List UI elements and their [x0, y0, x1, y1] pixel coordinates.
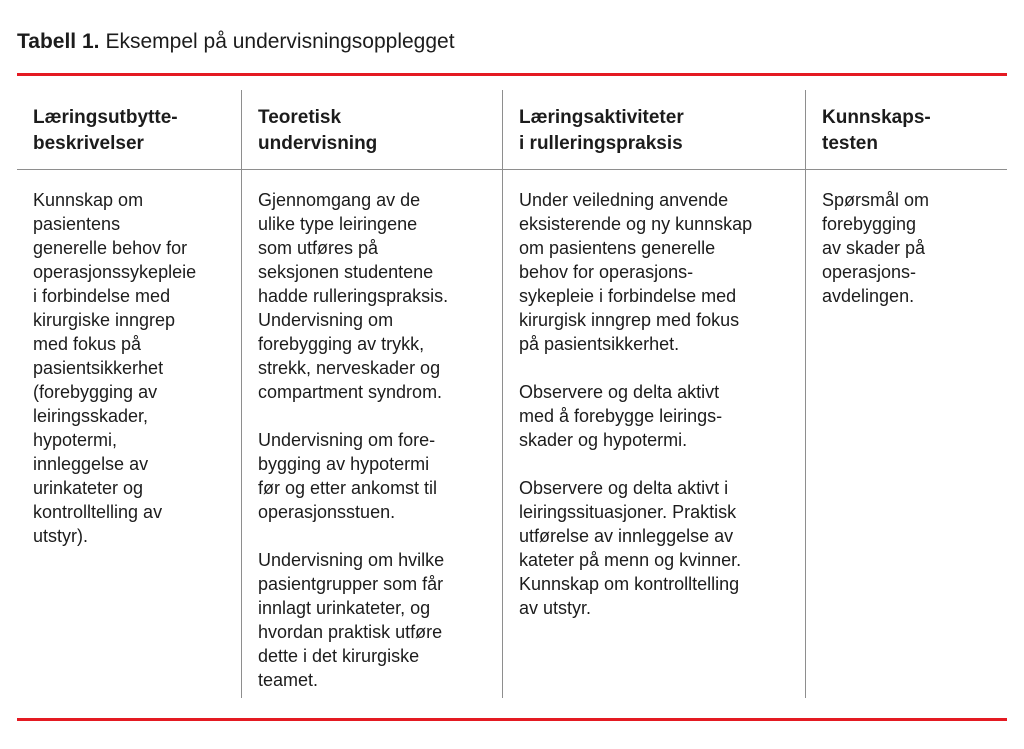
cell-text-line: urinkateter og — [33, 478, 144, 498]
table — [17, 90, 1007, 698]
table-cell-paragraph — [258, 188, 490, 404]
cell-text-line: med å forebygge leirings- — [519, 406, 723, 426]
cell-text-line: bygging av hypotermi — [258, 454, 430, 474]
cell-text-line: leiringsskader, — [33, 406, 149, 426]
column-header-line: undervisning — [258, 133, 378, 154]
cell-text-line: pasientens — [33, 214, 121, 234]
cell-text-line: eksisterende og ny kunnskap — [519, 214, 753, 234]
table-column-teoretisk-undervisning — [241, 90, 502, 698]
column-header-line: beskrivelser — [33, 133, 144, 154]
cell-text-line: i forbindelse med — [33, 286, 171, 306]
table-cell-paragraph — [822, 188, 995, 308]
cell-text-line: operasjonssykepleie — [33, 262, 197, 282]
table-caption-text: Eksempel på undervisningsopplegget — [105, 30, 455, 53]
cell-text-line: kirurgiske inngrep — [33, 310, 176, 330]
table-cell-paragraph — [258, 548, 490, 692]
cell-text-line: av utstyr. — [519, 598, 592, 618]
cell-text-line: ulike type leiringene — [258, 214, 418, 234]
column-header-line: Læringsutbytte- — [33, 107, 178, 128]
column-body — [242, 170, 502, 698]
table-cell-paragraph — [519, 188, 793, 356]
cell-text-line: Kunnskap om — [33, 190, 144, 210]
cell-text-line: hypotermi, — [33, 430, 118, 450]
table-cell-paragraph — [519, 380, 793, 452]
cell-text-line: dette i det kirurgiske — [258, 646, 420, 666]
column-body — [806, 170, 1007, 314]
cell-text-line: kateter på menn og kvinner. — [519, 550, 742, 570]
cell-text-line: innleggelse av — [33, 454, 149, 474]
cell-text-line: avdelingen. — [822, 286, 915, 306]
cell-text-line: pasientgrupper som får — [258, 574, 444, 594]
cell-text-line: med fokus på — [33, 334, 142, 354]
cell-text-line: utførelse av innleggelse av — [519, 526, 734, 546]
cell-text-line: skader og hypotermi. — [519, 430, 688, 450]
cell-text-line: Under veiledning anvende — [519, 190, 729, 210]
column-body — [17, 170, 241, 554]
cell-text-line: forebygging — [822, 214, 917, 234]
cell-text-line: seksjonen studentene — [258, 262, 434, 282]
cell-text-line: operasjonsstuen. — [258, 502, 396, 522]
cell-text-line: av skader på — [822, 238, 926, 258]
cell-text-line: Observere og delta aktivt — [519, 382, 720, 402]
cell-text-line: hadde rulleringspraksis. — [258, 286, 449, 306]
column-header-line: testen — [822, 133, 878, 154]
cell-text-line: teamet. — [258, 670, 319, 690]
cell-text-line: strekk, nerveskader og — [258, 358, 441, 378]
column-header — [242, 90, 502, 170]
column-header — [503, 90, 805, 170]
cell-text-line: pasientsikkerhet — [33, 358, 164, 378]
table-caption-label: Tabell 1. — [17, 30, 100, 53]
cell-text-line: forebygging av trykk, — [258, 334, 425, 354]
cell-text-line: hvordan praktisk utføre — [258, 622, 443, 642]
column-header-line: i rulleringspraksis — [519, 133, 683, 154]
cell-text-line: sykepleie i forbindelse med — [519, 286, 737, 306]
cell-text-line: compartment syndrom. — [258, 382, 443, 402]
cell-text-line: leiringssituasjoner. Praktisk — [519, 502, 737, 522]
column-header-line: Læringsaktiviteter — [519, 107, 684, 128]
cell-text-line: operasjons- — [822, 262, 917, 282]
cell-text-line: Spørsmål om — [822, 190, 930, 210]
table-column-kunnskapstesten — [805, 90, 1007, 698]
table-cell-paragraph — [33, 188, 229, 548]
cell-text-line: Undervisning om — [258, 310, 394, 330]
cell-text-line: innlagt urinkateter, og — [258, 598, 431, 618]
column-header-line: Kunnskaps- — [822, 107, 931, 128]
column-header — [17, 90, 241, 170]
table-cell-paragraph — [519, 476, 793, 620]
cell-text-line: Observere og delta aktivt i — [519, 478, 729, 498]
cell-text-line: (forebygging av — [33, 382, 158, 402]
column-header — [806, 90, 1007, 170]
cell-text-line: Undervisning om fore- — [258, 430, 436, 450]
column-body — [503, 170, 805, 626]
cell-text-line: Kunnskap om kontrolltelling — [519, 574, 740, 594]
table-column-laeringsaktiviteter-i-rulleringspraksis — [502, 90, 805, 698]
cell-text-line: kirurgisk inngrep med fokus — [519, 310, 740, 330]
cell-text-line: generelle behov for — [33, 238, 188, 258]
table-column-laeringsutbyttebeskrivelser — [17, 90, 241, 698]
cell-text-line: som utføres på — [258, 238, 379, 258]
cell-text-line: Undervisning om hvilke — [258, 550, 445, 570]
cell-text-line: om pasientens generelle — [519, 238, 716, 258]
table-cell-paragraph — [258, 428, 490, 524]
cell-text-line: kontrolltelling av — [33, 502, 163, 522]
column-header-line: Teoretisk — [258, 107, 342, 128]
cell-text-line: utstyr). — [33, 526, 89, 546]
top-red-rule — [17, 73, 1007, 76]
cell-text-line: behov for operasjons- — [519, 262, 694, 282]
bottom-red-rule — [17, 718, 1007, 721]
cell-text-line: på pasientsikkerhet. — [519, 334, 680, 354]
cell-text-line: før og etter ankomst til — [258, 478, 438, 498]
table-caption — [17, 28, 1007, 56]
cell-text-line: Gjennomgang av de — [258, 190, 421, 210]
